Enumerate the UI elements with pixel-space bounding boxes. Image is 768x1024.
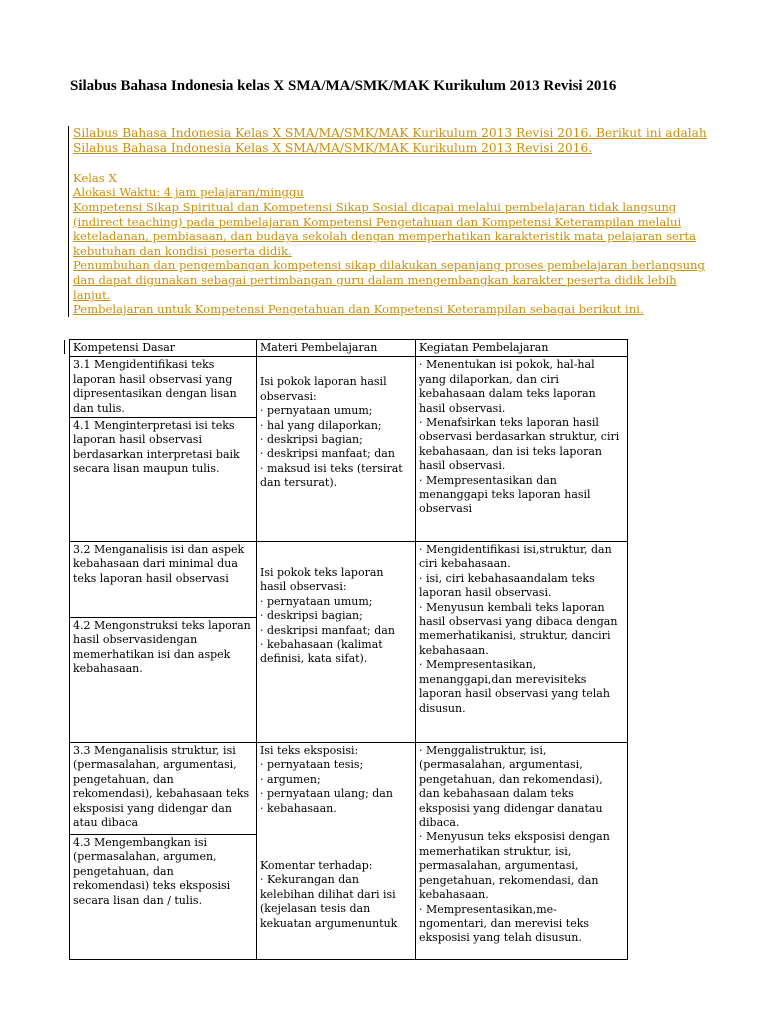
list-item: · Menentukan isi pokok, hal-hal yang dilaporkan, dan ciri kebahasaan dalam teks laporan hasil observasi. [419,358,596,415]
intro-section [68,126,713,317]
list-item: · argumen; [260,772,321,786]
list-item: · kebahasaan (kalimat definisi, kata sifat). [260,638,383,666]
kd-cell: 3.3 Menganalisis struktur, isi (permasalahan, argumentasi, pengetahuan, dan rekomendasi), kebahasaan teks eksposisi yang didengar dan atau dibaca [70,743,257,835]
materi-cell [257,357,416,542]
kegiatan-cell [416,542,628,743]
kd-cell: 4.3 Mengembangkan isi (permasalahan, argumen, pengetahuan, dan rekomendasi) teks eksposisi secara lisan dan / tulis. [70,835,257,960]
intro-link[interactable]: Silabus Bahasa Indonesia Kelas X SMA/MA/SMK/MAK Kurikulum 2013 Revisi 2016. Berikut ini adalah Silabus Bahasa Indonesia Kelas X SMA/MA/SMK/MAK Kurikulum 2013 Revisi 2016. [73,126,707,156]
list-item: Komentar terhadap: [260,859,373,873]
header-kompetensi-dasar: Kompetensi Dasar [70,340,257,357]
table-row [70,542,628,618]
list-item: · Mempresentasikan,me-ngomentari, dan merevisi teks eksposisi yang telah disusun. [419,902,590,945]
list-item: · deskripsi manfaat; dan [260,623,395,637]
list-item: · deskripsi bagian; [260,433,363,447]
list-item: Isi pokok teks laporan hasil observasi: [260,566,384,594]
list-item: · Menyusun kembali teks laporan hasil observasi yang dibaca dengan memerhatikanisi, struktur, danciri kebahasaan. [419,600,618,657]
spacer [260,816,412,859]
list-item: · Kekurangan dan kelebihan dilihat dari isi (kejelasan tesis dan kekuatan argumenuntuk [260,873,398,930]
intro-paragraph-1: Kompetensi Sikap Spiritual dan Kompetensi Sikap Sosial dicapai melalui pembelajaran tidak langsung (indirect teaching) pada pembelajaran Kompetensi Pengetahuan dan Kompetensi Keterampilan melalui keteladanan, pembiasaan, dan budaya sekolah dengan memperhatikan karakteristik mata pelajaran serta kebutuhan dan kondisi peserta didik. [73,200,697,258]
header-kegiatan: Kegiatan Pembelajaran [416,340,628,357]
intro-paragraph-3: Pembelajaran untuk Kompetensi Pengetahuan dan Kompetensi Keterampilan sebagai berikut ini. [73,302,644,317]
kegiatan-cell [416,357,628,542]
list-item: · Menggalistruktur, isi, (permasalahan, argumentasi, pengetahuan, dan rekomendasi), dan kebahasaan dalam teks eksposisi yang didengar danatau dibaca. [419,744,603,830]
list-item: · pernyataan umum; [260,404,373,418]
alokasi-text: Alokasi Waktu: 4 jam pelajaran/minggu [73,185,304,200]
list-item: · isi, ciri kebahasaandalam teks laporan hasil observasi. [419,571,595,600]
list-item: · kebahasaan. [260,801,337,815]
page-title: Silabus Bahasa Indonesia kelas X SMA/MA/SMK/MAK Kurikulum 2013 Revisi 2016 [70,78,617,94]
list-item: · hal yang dilaporkan; [260,418,382,432]
list-item: · Mempresentasikan, menanggapi,dan merevisiteks laporan hasil observasi yang telah disusun. [419,658,610,715]
list-item: Isi teks eksposisi: [260,744,359,758]
kegiatan-cell [416,743,628,960]
materi-cell [257,743,416,960]
header-materi: Materi Pembelajaran [257,340,416,357]
intro-paragraph-2: Penumbuhan dan pengembangan kompetensi sikap dilakukan sepanjang proses pembelajaran berlangsung dan dapat digunakan sebagai pertimbangan guru dalam mengembangkan karakter peserta didik lebih lanjut. [73,258,705,302]
kelas-text: Kelas X [73,170,117,185]
margin-marker [64,340,65,354]
kd-cell: 3.1 Mengidentifikasi teks laporan hasil observasi yang dipresentasikan dengan lisan dan tulis. [70,357,257,418]
list-item: · Mempresentasikan dan menanggapi teks laporan hasil observasi [419,473,591,516]
list-item: · maksud isi teks (tersirat dan tersurat). [260,461,403,490]
list-item: · Menafsirkan teks laporan hasil observasi berdasarkan struktur, ciri kebahasaan, dan isi teks laporan hasil observasi. [419,416,620,473]
list-item: · Mengidentifikasi isi,struktur, dan ciri kebahasaan. [419,543,612,571]
table-header-row [70,340,628,357]
kd-cell: 4.2 Mengonstruksi teks laporan hasil observasidengan memerhatikan isi dan aspek kebahasaan. [70,618,257,743]
table-row [70,743,628,835]
materi-cell [257,542,416,743]
list-item: · pernyataan tesis; [260,758,364,772]
list-item: · pernyataan ulang; dan [260,787,393,801]
kd-cell: 3.2 Menganalisis isi dan aspek kebahasaan dari minimal dua teks laporan hasil observasi [70,542,257,618]
list-item: · pernyataan umum; [260,594,373,608]
list-item: Isi pokok laporan hasil observasi: [260,375,387,403]
kd-cell: 4.1 Menginterpretasi isi teks laporan hasil observasi berdasarkan interpretasi baik secara lisan maupun tulis. [70,418,257,542]
syllabus-table [69,339,628,960]
list-item: · deskripsi bagian; [260,609,363,623]
list-item: · deskripsi manfaat; dan [260,447,395,461]
list-item: · Menyusun teks eksposisi dengan memerhatikan struktur, isi, permasalahan, argumentasi, pengetahuan, rekomendasi, dan kebahasaan. [419,830,610,902]
table-row [70,357,628,418]
